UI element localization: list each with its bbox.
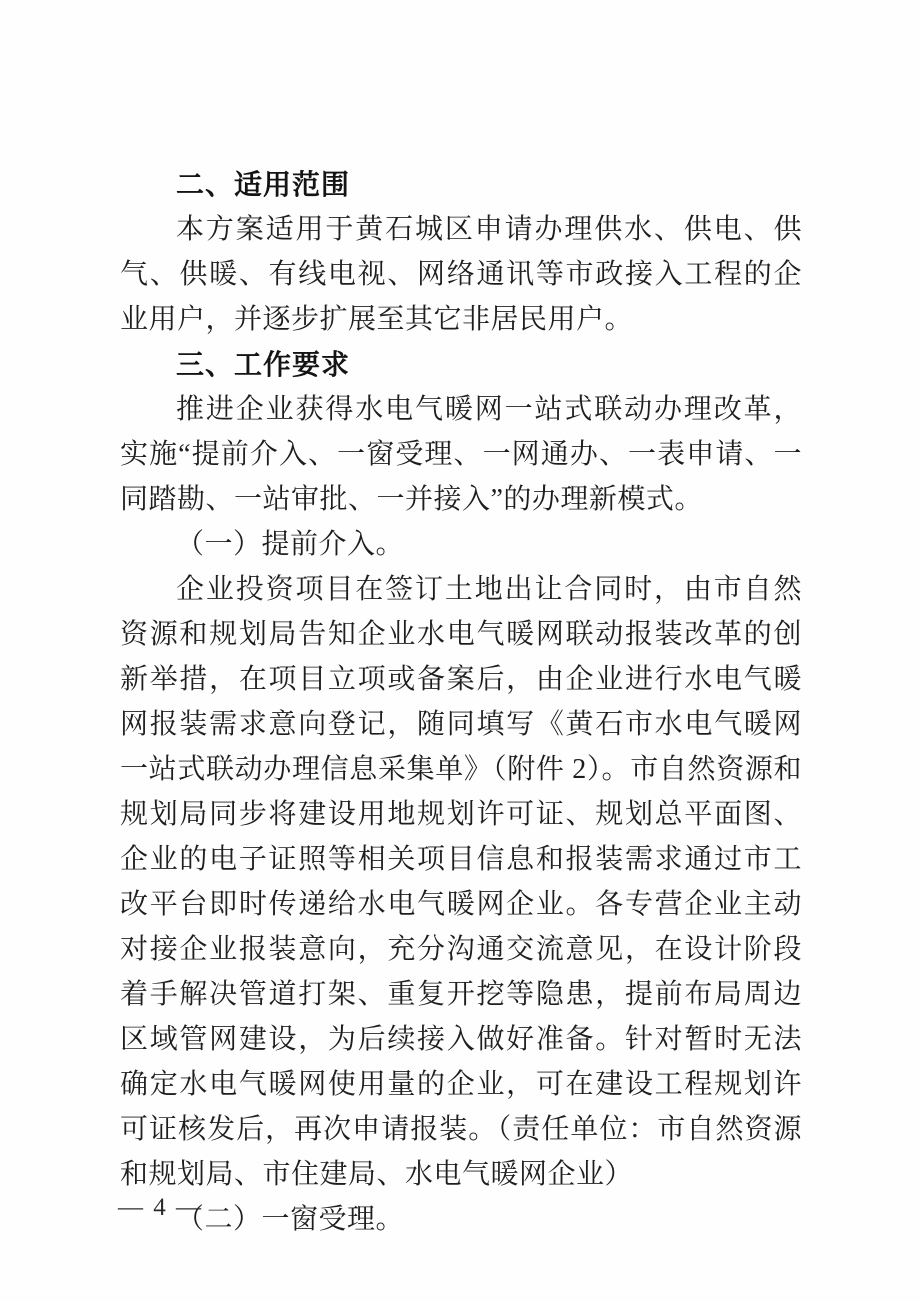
paragraph-scope: 本方案适用于黄石城区申请办理供水、供电、供气、供暖、有线电视、网络通讯等市政接入工程的企业用户，并逐步扩展至其它非居民用户。 bbox=[120, 214, 802, 335]
section-heading-scope: 二、适用范围 bbox=[176, 169, 351, 200]
page-number: — 4 — bbox=[118, 1194, 203, 1221]
paragraph-reform-model: 推进企业获得水电气暖网一站式联动办理改革，实施“提前介入、一窗受理、一网通办、一表申请、一同踏勘、一站审批、一并接入”的办理新模式。 bbox=[120, 394, 802, 515]
paragraph-early-involvement-detail: 企业投资项目在签订土地出让合同时，由市自然资源和规划局告知企业水电气暖网联动报装改革的创新举措，在项目立项或备案后，由企业进行水电气暖网报装需求意向登记，随同填写《黄石市水电气暖网一站式联动办理信息采集单》（附件 2）。市自然资源和规划局同步将建设用地规划许可证、规划总平面图、企业的电子证照等相关项目信息和报装需求通过市工改平台即时传递给水电气暖网企业。各专营企业主动对接企业报装意向，充分沟通交流意见，在设计阶段着手解决管道打架、重复开挖等隐患，提前布局周边区域管网建设，为后续接入做好准备。针对暂时无法确定水电气暖网使用量的企业，可在建设工程规划许可证核发后，再次申请报装。（责任单位：市自然资源和规划局、市住建局、水电气暖网企业） bbox=[120, 574, 802, 1190]
sub-heading-one-window-acceptance: （二）一窗受理。 bbox=[176, 1204, 405, 1235]
section-heading-work-requirements: 三、工作要求 bbox=[176, 349, 351, 380]
document-body bbox=[120, 162, 802, 1242]
sub-heading-early-involvement: （一）提前介入。 bbox=[176, 529, 405, 560]
